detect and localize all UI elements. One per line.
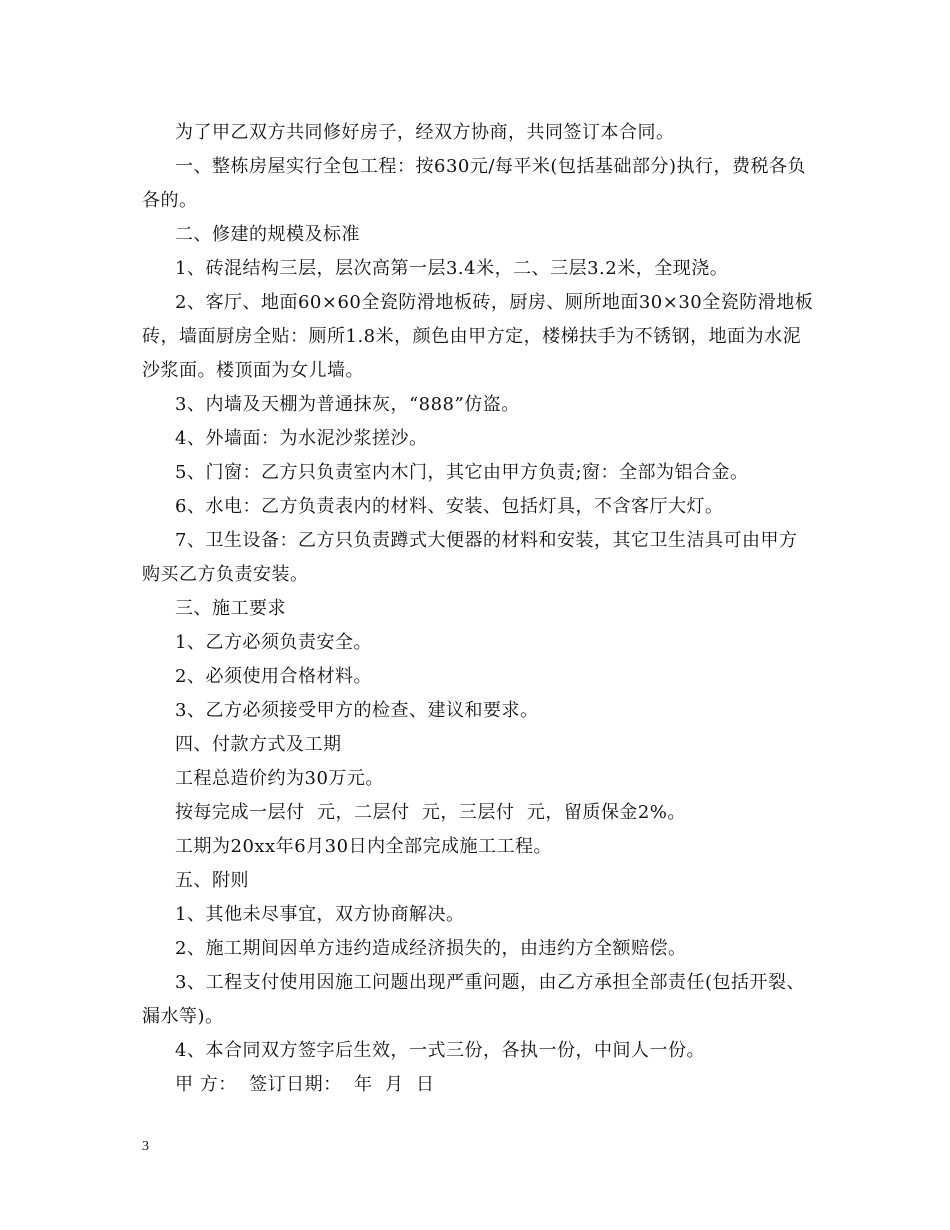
paragraph-5-4: 4、本合同双方签字后生效，一式三份，各执一份，中间人一份。 (175, 1040, 705, 1061)
paragraph-4-schedule: 工期为20xx年6月30日内全部完成施工工程。 (175, 836, 553, 857)
paragraph-2-1: 1、砖混结构三层，层次高第一层3.4米，二、三层3.2米，全现浇。 (175, 258, 729, 279)
paragraph-2-4: 4、外墙面：为水泥沙浆搓沙。 (175, 428, 428, 449)
paragraph-4-payment: 按每完成一层付 元，二层付 元，三层付 元，留质保金2%。 (175, 802, 686, 823)
section-heading-5: 五、附则 (175, 870, 249, 891)
page-number: 3 (142, 1139, 149, 1154)
document-body (142, 116, 814, 1102)
paragraph-3-3: 3、乙方必须接受甲方的检查、建议和要求。 (175, 700, 539, 721)
paragraph-5-2: 2、施工期间因单方违约造成经济损失的，由违约方全额赔偿。 (175, 938, 687, 959)
paragraph-2-6: 6、水电：乙方负责表内的材料、安装、包括灯具，不含客厅大灯。 (175, 496, 724, 517)
paragraph-4-total: 工程总造价约为30万元。 (175, 768, 384, 789)
paragraph-3-1: 1、乙方必须负责安全。 (175, 632, 372, 653)
paragraph-5-1: 1、其他未尽事宜，双方协商解决。 (175, 904, 465, 925)
paragraph-2-3: 3、内墙及天棚为普通抹灰，“888”仿盗。 (175, 394, 520, 415)
section-heading-2: 二、修建的规模及标准 (175, 224, 360, 245)
paragraph-clause-1: 一、整栋房屋实行全包工程：按630元/每平米(包括基础部分)执行，费税各负各的。 (142, 156, 806, 211)
paragraph-5-3: 3、工程支付使用因施工问题出现严重问题，由乙方承担全部责任(包括开裂、漏水等)。 (142, 972, 805, 1027)
paragraph-2-7: 7、卫生设备：乙方只负责蹲式大便器的材料和安装，其它卫生洁具可由甲方购买乙方负责安装。 (142, 530, 798, 585)
paragraph-2-5: 5、门窗：乙方只负责室内木门，其它由甲方负责;窗：全部为铝合金。 (175, 462, 749, 483)
section-heading-3: 三、施工要求 (175, 598, 286, 619)
paragraph-intro: 为了甲乙双方共同修好房子，经双方协商，共同签订本合同。 (175, 122, 675, 143)
signature-line: 甲 方： 签订日期： 年 月 日 (175, 1074, 435, 1095)
section-heading-4: 四、付款方式及工期 (175, 734, 342, 755)
paragraph-3-2: 2、必须使用合格材料。 (175, 666, 372, 687)
paragraph-2-2: 2、客厅、地面60×60全瓷防滑地板砖，厨房、厕所地面30×30全瓷防滑地板砖，墙面厨房全贴：厕所1.8米，颜色由甲方定，楼梯扶手为不锈钢，地面为水泥沙浆面。楼顶面为女儿墙。 (142, 292, 814, 381)
